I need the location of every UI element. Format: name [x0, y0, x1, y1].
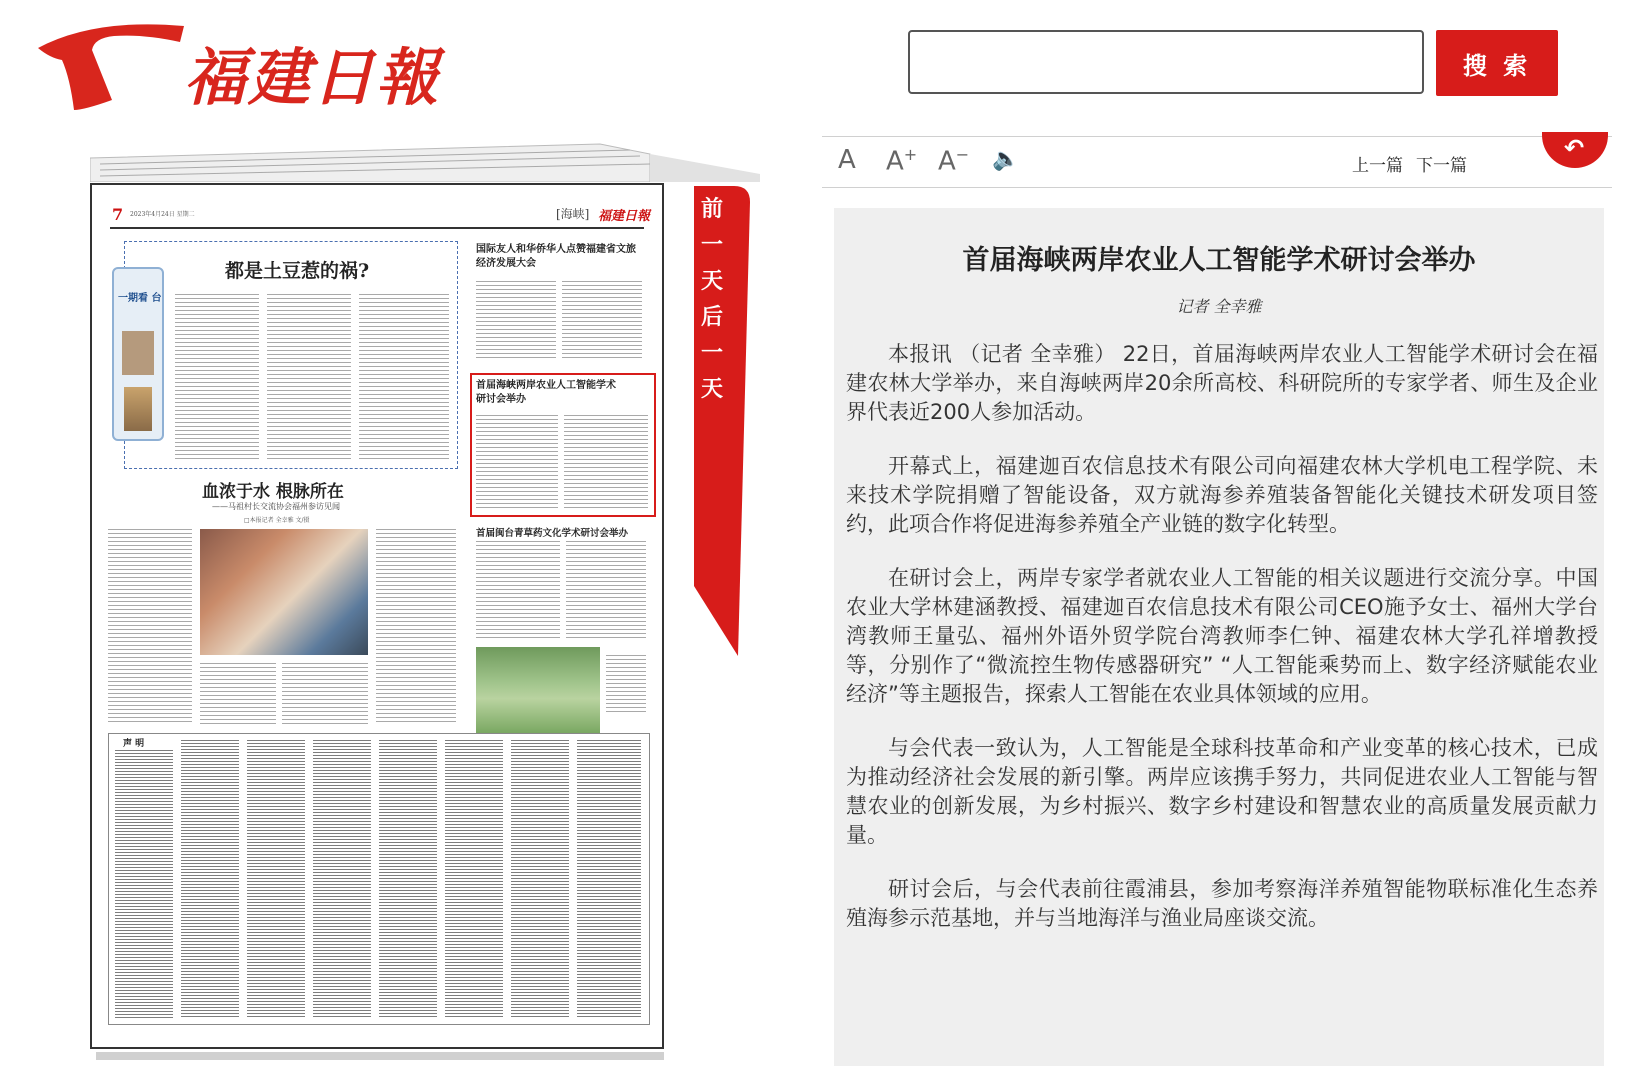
- np-side-portrait: [122, 331, 154, 375]
- np-headline-feature: 血浓于水 根脉所在: [202, 482, 344, 502]
- article-paragraph: 本报讯 （记者 全幸雅） 22日，首届海峡两岸农业人工智能学术研讨会在福建农林大学举办，来自海峡两岸20余所高校、科研院所的专家学者、师生及企业界代表近200人参加活动。: [846, 342, 1598, 424]
- np-header-rule: [110, 227, 644, 229]
- np-main-story-box[interactable]: [124, 241, 458, 469]
- return-icon: ↶: [1564, 134, 1585, 162]
- site-logo[interactable]: [34, 18, 441, 118]
- np-side-feature[interactable]: [112, 267, 164, 441]
- article-paragraph: 在研讨会上，两岸专家学者就农业人工智能的相关议题进行交流分享。中国农业大学林建涵教授、福建迦百农信息技术有限公司CEO施予女士、福州大学台湾教师王量弘、福州外语外贸学院台湾教师李仁钟、福建农林大学孔祥增教授等，分别作了“微流控生物传感器研究” “人工智能乘势而上、数字经济赋能农业经济”等主题报告，探索人工智能在农业具体领域的应用。: [846, 566, 1598, 706]
- np-feature-photo: [200, 529, 368, 655]
- np-side-feature-title: 一期看 台: [118, 293, 162, 304]
- font-normal-button[interactable]: A: [838, 145, 856, 175]
- np-park-photo: [476, 647, 600, 733]
- np-highlighted-story[interactable]: [470, 373, 656, 517]
- np-headline-top-right: 国际友人和华侨华人点赞福建省文旅经济发展大会: [476, 244, 636, 269]
- np-side-pagoda: [124, 387, 152, 431]
- np-date-line: 2023年4月24日 星期二: [130, 211, 195, 218]
- np-notice-label: 声 明: [123, 739, 145, 749]
- search-input[interactable]: [908, 30, 1424, 94]
- np-masthead: 福建日報: [598, 209, 651, 224]
- font-increase-button[interactable]: A+: [886, 145, 918, 177]
- logo-wordmark: 福建日報: [184, 41, 441, 114]
- article-paragraph: 与会代表一致认为，人工智能是全球科技革命和产业变革的核心技术，已成为推动经济社会发展的新引擎。两岸应该携手努力，共同促进农业人工智能与智慧农业的创新发展，为乡村振兴、数字乡村建设和智慧农业的高质量发展贡献力量。: [846, 736, 1598, 847]
- newspaper-shadow: [96, 1052, 664, 1060]
- np-page-number: 7: [112, 205, 124, 224]
- np-headline-feature-sub: ——马祖村长交流协会福州参访见闻: [212, 502, 340, 511]
- np-headline-highlight: 首届海峡两岸农业人工智能学术研讨会举办: [476, 380, 616, 405]
- day-nav-label[interactable]: 前一天 后一天: [700, 197, 723, 402]
- np-notice-section[interactable]: [108, 733, 650, 1025]
- article-panel: [834, 208, 1604, 1066]
- next-article-link[interactable]: 下一篇: [1416, 156, 1467, 176]
- prev-article-link[interactable]: 上一篇: [1352, 156, 1403, 176]
- speaker-icon[interactable]: 🔈: [992, 147, 1020, 172]
- article-body: [846, 340, 1598, 958]
- article-paragraph: 开幕式上，福建迦百农信息技术有限公司向福建农林大学机电工程学院、未来技术学院捐赠了智能设备，双方就海参养殖装备智能化关键技术研发项目签约，此项合作将促进海参养殖全产业链的数字化转型。: [846, 454, 1598, 536]
- np-headline-main: 都是土豆惹的祸?: [225, 260, 370, 282]
- newspaper-page-preview[interactable]: [90, 183, 664, 1049]
- article-author: 记者 全幸雅: [1176, 297, 1262, 316]
- article-title: 首届海峡两岸农业人工智能学术研讨会举办: [962, 245, 1476, 276]
- search-button[interactable]: 搜 索: [1436, 30, 1558, 96]
- np-headline-feature-byline: □本报记者 全幸雅 文/摄: [244, 517, 310, 524]
- article-paragraph: 研讨会后，与会代表前往霞浦县，参加考察海洋养殖智能物联标准化生态养殖海参示范基地，并与当地海洋与渔业局座谈交流。: [846, 877, 1598, 930]
- np-headline-second-right: 首届闽台青草药文化学术研讨会举办: [476, 528, 629, 539]
- newspaper-stack-edges: [90, 134, 760, 182]
- np-section-label: [海峡]: [556, 207, 590, 221]
- font-decrease-button[interactable]: A−: [938, 145, 970, 177]
- article-toolbar: [822, 136, 1612, 188]
- logo-emblem-icon: [34, 18, 194, 118]
